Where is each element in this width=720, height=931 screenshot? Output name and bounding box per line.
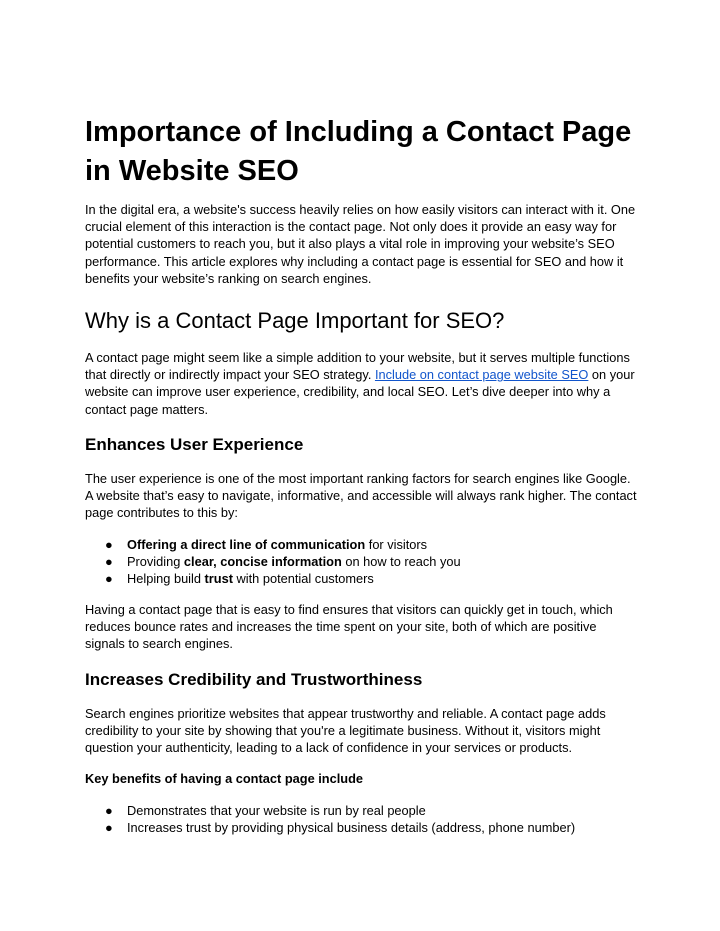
user-experience-paragraph: The user experience is one of the most important ranking factors for search engines like Google. A website that’s easy to navigate, informative, and accessible will always rank higher. The contact page contributes to this by: — [85, 471, 637, 521]
section-heading-user-experience: Enhances User Experience — [85, 435, 304, 454]
list-item — [85, 802, 637, 819]
bullet-icon: ● — [105, 820, 113, 836]
bullet-icon: ● — [105, 554, 113, 570]
bullet-bold: Offering a direct line of communication — [127, 537, 366, 552]
bullet-icon: ● — [105, 571, 113, 587]
bullet-suffix: on how to reach you — [341, 554, 461, 570]
list-item — [85, 570, 637, 587]
user-experience-paragraph-after: Having a contact page that is easy to find ensures that visitors can quickly get in touch, which reduces bounce rates and increases the time spent on your site, both of which are positive signals to search engines. — [85, 602, 613, 652]
section-heading-credibility: Increases Credibility and Trustworthiness — [85, 670, 423, 689]
bullet-suffix: for visitors — [365, 537, 428, 552]
bullet-icon: ● — [105, 803, 113, 818]
page-title: Importance of Including a Contact Page in Website SEO — [85, 116, 632, 187]
why-paragraph-text-before: A contact page might seem like a simple addition to your website, but it serves multiple functions that directly or indirectly impact your SEO strategy. — [85, 350, 630, 383]
bullet-icon: ● — [105, 537, 113, 552]
bullet-text: Increases trust by providing physical business details (address, phone number) — [127, 820, 576, 836]
bullet-text: Demonstrates that your website is run by real people — [127, 803, 426, 818]
bullet-bold: trust — [204, 571, 233, 587]
contact-page-seo-link[interactable]: Include on contact page website SEO — [374, 367, 589, 383]
why-paragraph — [85, 349, 637, 418]
why-paragraph-text-after: on your website can improve user experience, credibility, and local SEO. Let’s dive deeper into why a contact page matters. — [85, 367, 635, 417]
intro-paragraph: In the digital era, a website's success heavily relies on how easily visitors can interact with it. One crucial element of this interaction is the contact page. Not only does it provide an easy way for potential customers to reach you, but it also plays a vital role in improving your website’s SEO performance. This article explores why including a contact page is essential for SEO and how it benefits your website’s ranking on search engines. — [85, 202, 636, 286]
section-heading-why: Why is a Contact Page Important for SEO? — [85, 308, 505, 333]
list-item — [85, 819, 637, 836]
bullet-bold: clear, concise information — [183, 554, 342, 570]
bullet-prefix: Providing — [127, 554, 184, 570]
key-benefits-heading: Key benefits of having a contact page include — [85, 771, 364, 786]
list-item — [85, 553, 637, 570]
credibility-bullet-list — [85, 802, 637, 836]
bullet-suffix: with potential customers — [232, 571, 374, 587]
credibility-paragraph: Search engines prioritize websites that appear trustworthy and reliable. A contact page adds credibility to your site by showing that you're a legitimate business. Without it, visitors might question your authenticity, leading to a lack of confidence in your services or products. — [85, 706, 606, 756]
list-item — [85, 536, 637, 553]
bullet-prefix: Helping build — [127, 571, 205, 587]
user-experience-bullet-list — [85, 536, 637, 588]
